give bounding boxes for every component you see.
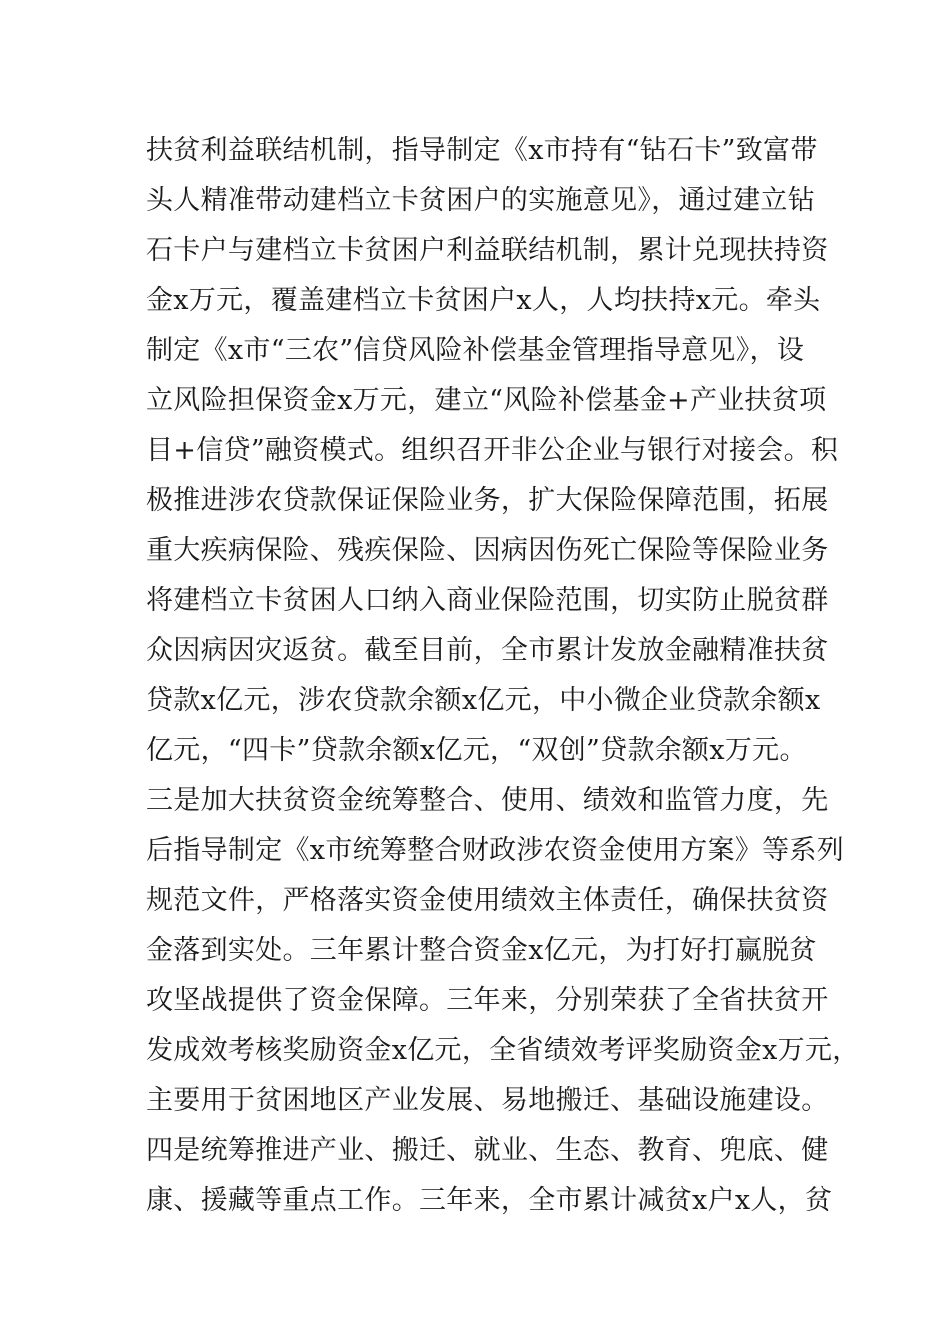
text-line-3: 石卡户与建档立卡贫困户利益联结机制，累计兑现扶持资	[146, 235, 829, 266]
text-line-16: 规范文件，严格落实资金使用绩效主体责任，确保扶贫资	[146, 885, 829, 916]
text-line-13: 亿元，“四卡”贷款余额x亿元，“双创”贷款余额x万元。	[146, 735, 807, 766]
text-line-21: 四是统筹推进产业、搬迁、就业、生态、教育、兜底、健	[146, 1135, 829, 1166]
text-line-6: 立风险担保资金x万元，建立“风险补偿基金+产业扶贫项	[146, 385, 827, 416]
text-line-18: 攻坚战提供了资金保障。三年来，分别荣获了全省扶贫开	[146, 985, 829, 1016]
text-line-10: 将建档立卡贫困人口纳入商业保险范围，切实防止脱贫群	[146, 585, 829, 616]
text-line-14: 三是加大扶贫资金统筹整合、使用、绩效和监管力度，先	[146, 785, 829, 816]
text-line-8: 极推进涉农贷款保证保险业务，扩大保险保障范围，拓展	[146, 485, 829, 516]
text-line-2: 头人精准带动建档立卡贫困户的实施意见》，通过建立钻	[146, 185, 815, 216]
text-line-19: 发成效考核奖励资金x亿元，全省绩效考评奖励资金x万元，	[146, 1035, 860, 1066]
text-line-5: 制定《x市“三农”信贷风险补偿基金管理指导意见》，设	[146, 335, 805, 366]
text-line-20: 主要用于贫困地区产业发展、易地搬迁、基础设施建设。	[146, 1085, 829, 1116]
text-line-22: 康、援藏等重点工作。三年来，全市累计减贫x户x人，贫	[146, 1185, 833, 1216]
text-line-11: 众因病因灾返贫。截至目前，全市累计发放金融精准扶贫	[146, 635, 829, 666]
text-line-17: 金落到实处。三年累计整合资金x亿元，为打好打赢脱贫	[146, 935, 817, 966]
text-line-7: 目+信贷”融资模式。组织召开非公企业与银行对接会。积	[146, 435, 839, 466]
text-line-4: 金x万元，覆盖建档立卡贫困户x人，人均扶持x元。牵头	[146, 285, 821, 316]
text-line-1: 扶贫利益联结机制，指导制定《x市持有“钻石卡”致富带	[146, 135, 818, 166]
text-line-12: 贷款x亿元，涉农贷款余额x亿元，中小微企业贷款余额x	[146, 685, 821, 716]
text-line-15: 后指导制定《x市统筹整合财政涉农资金使用方案》等系列	[146, 835, 845, 866]
text-line-9: 重大疾病保险、残疾保险、因病因伤死亡保险等保险业务	[146, 535, 829, 566]
